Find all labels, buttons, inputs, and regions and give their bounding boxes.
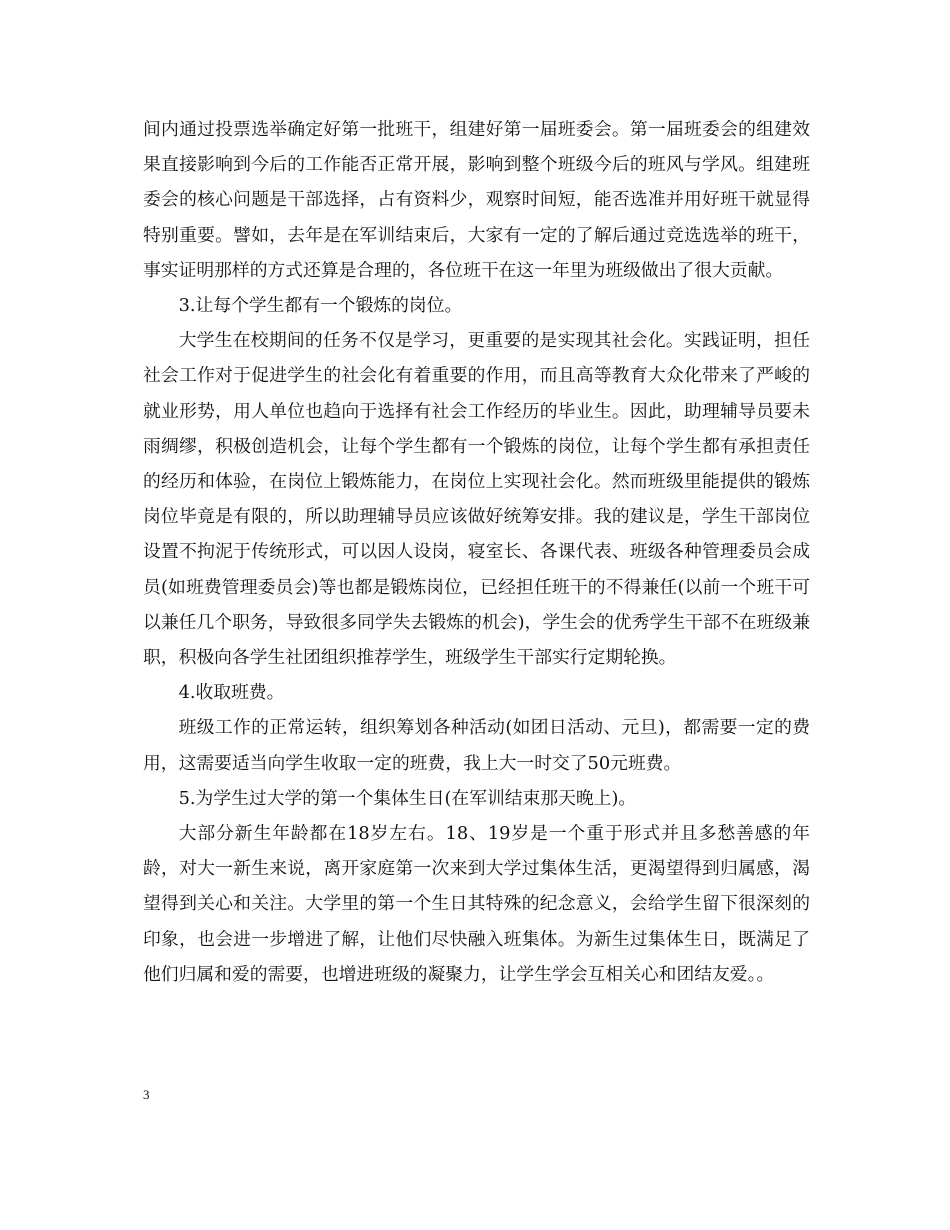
paragraph-training-positions: 大学生在校期间的任务不仅是学习，更重要的是实现其社会化。实践证明，担任社会工作对于促进学生的社会化有着重要的作用，而且高等教育大众化带来了严峻的就业形势，用人单位也趋向于选择有社会工作经历的毕业生。因此，助理辅导员要未雨绸缪，积极创造机会，让每个学生都有一个锻炼的岗位，让每个学生都有承担责任的经历和体验，在岗位上锻炼能力，在岗位上实现社会化。然而班级里能提供的锻炼岗位毕竟是有限的，所以助理辅导员应该做好统筹安排。我的建议是，学生干部岗位设置不拘泥于传统形式，可以因人设岗，寝室长、各课代表、班级各种管理委员会成员(如班费管理委员会)等也都是锻炼岗位，已经担任班干的不得兼任(以前一个班干可以兼任几个职务，导致很多同学失去锻炼的机会)，学生会的优秀学生干部不在班级兼职，积极向各学生社团组织推荐学生，班级学生干部实行定期轮换。 [143,330,810,669]
section-heading-4: 4.收取班费。 [178,682,285,704]
paragraph-continuation: 间内通过投票选举确定好第一批班干，组建好第一届班委会。第一届班委会的组建效果直接影响到今后的工作能否正常开展，影响到整个班级今后的班风与学风。组建班委会的核心问题是干部选择，占有资料少，观察时间短，能否选准并用好班干就显得特别重要。譬如，去年是在军训结束后，大家有一定的了解后通过竞选选举的班干，事实证明那样的方式还算是合理的，各位班干在这一年里为班级做出了很大贡献。 [143,119,810,281]
section-heading-5: 5.为学生过大学的第一个集体生日(在军训结束那天晚上)。 [178,787,637,809]
paragraph-group-birthday: 大部分新生年龄都在18岁左右。18、19岁是一个重于形式并且多愁善感的年龄，对大一新生来说，离开家庭第一次来到大学过集体生活，更渴望得到归属感，渴望得到关心和关注。大学里的第一个生日其特殊的纪念意义，会给学生留下很深刻的印象，也会进一步增进了解，让他们尽快融入班集体。为新生过集体生日，既满足了他们归属和爱的需要，也增进班级的凝聚力，让学生学会互相关心和团结友爱。。 [143,823,810,985]
page-number: 3 [143,1087,150,1102]
document-body [143,112,810,992]
paragraph-class-fee: 班级工作的正常运转，组织筹划各种活动(如团日活动、元旦)，都需要一定的费用，这需要适当向学生收取一定的班费，我上大一时交了50元班费。 [143,717,810,774]
section-heading-3: 3.让每个学生都有一个锻炼的岗位。 [178,295,463,317]
